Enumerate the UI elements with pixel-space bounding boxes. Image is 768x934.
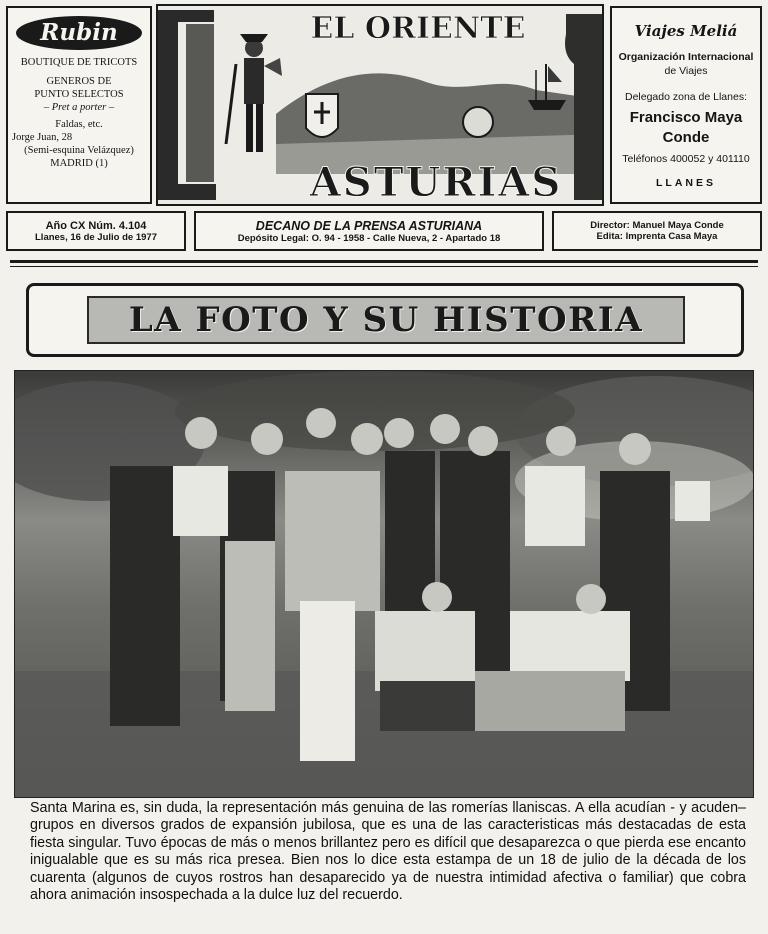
phone-numbers: Teléfonos 400052 y 401110 <box>622 153 750 165</box>
group-photo-image <box>15 371 754 798</box>
globe-icon <box>463 107 493 137</box>
masthead-title-top: EL ORIENTE <box>310 11 526 46</box>
ad-left-line: Jorge Juan, 28 <box>12 132 73 143</box>
ad-left-line: Faldas, etc. <box>55 119 103 130</box>
ad-left-line: – Pret a porter – <box>43 102 115 113</box>
rule-divider <box>10 260 758 263</box>
ad-left-line: PUNTO SELECTOS <box>34 89 124 100</box>
section-heading: LA FOTO Y SU HISTORIA <box>87 296 685 344</box>
delegate-name: Francisco Maya Conde <box>629 109 743 146</box>
director-box <box>552 211 762 251</box>
ad-right-line: Organización Internacional <box>618 51 754 63</box>
issue-date: Llanes, 16 de Julio de 1977 <box>35 231 157 243</box>
motto-box <box>194 211 544 251</box>
printer-line: Edita: Imprenta Casa Maya <box>596 231 718 242</box>
rubin-logo: Rubin <box>16 16 142 50</box>
rubin-advertisement <box>6 6 152 204</box>
ad-left-line: GENEROS DE <box>46 76 112 87</box>
masthead <box>156 4 604 206</box>
masthead-illustration <box>156 4 604 206</box>
photo-caption: Santa Marina es, sin duda, la representación más genuina de las romerías llaniscas. A ella acudían - y acuden– grupos en diversos grados de expansión jubilosa, que es una de las caracteristicas más destacadas de esta fiesta singular. Tuvo épocas de más o menos brillantez pero es difícil que desaparezca o que pierda ese encanto inigualable que es su más rica presea. Bien nos lo dice esta estampa de un 18 de julio de la década de los cuarenta (algunos de cuyos rostros han desaparecido ya de nuestra intimidad afectiva o familiar) que cobra ahora animación insospechada a la dulce luz del recuerdo. <box>30 800 746 904</box>
ad-right-line: de Viajes <box>664 65 708 77</box>
melia-brand: Viajes Meliá <box>634 22 738 40</box>
section-heading-frame <box>26 283 744 357</box>
masthead-title-bottom: ASTURIAS <box>309 159 563 206</box>
newspaper-motto: DECANO DE LA PRENSA ASTURIANA <box>255 218 483 233</box>
ad-left-line: MADRID (1) <box>50 158 108 169</box>
ad-left-line: (Semi-esquina Velázquez) <box>24 145 134 156</box>
issue-info-box <box>6 211 186 251</box>
director-line: Director: Manuel Maya Conde <box>590 220 724 231</box>
ad-right-city: LLANES <box>656 177 716 189</box>
group-photograph <box>14 370 754 798</box>
legal-deposit: Depósito Legal: O. 94 - 1958 - Calle Nueva, 2 - Apartado 18 <box>237 232 501 244</box>
ad-right-line: Delegado zona de Llanes: <box>624 91 747 103</box>
ad-left-line: BOUTIQUE DE TRICOTS <box>20 57 138 68</box>
rule-divider <box>10 266 758 267</box>
issue-number: Año CX Núm. 4.104 <box>45 219 147 232</box>
viajes-melia-advertisement <box>610 6 762 204</box>
